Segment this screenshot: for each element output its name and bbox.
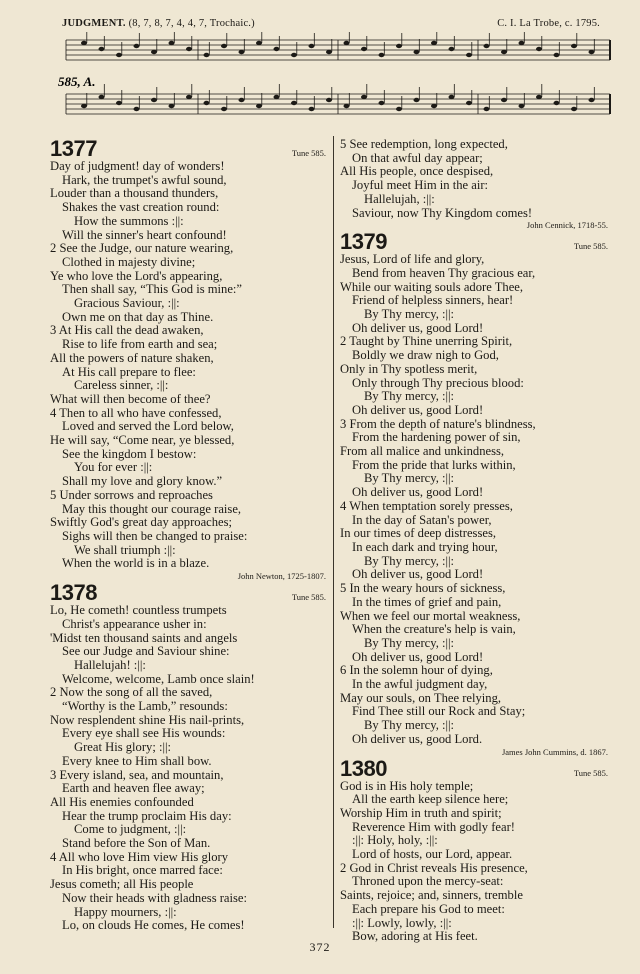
verse-line: Now resplendent shine His nail-prints,: [50, 712, 245, 727]
verse-line: “Worthy is the Lamb,” resounds:: [62, 699, 228, 714]
left-column: [50, 138, 330, 933]
tune-reference: Tune 585.: [573, 767, 608, 778]
hymn-heading: [340, 231, 612, 253]
verse-line: Hallelujah! :||:: [74, 657, 146, 672]
verse-line: 6 In the solemn hour of dying,: [340, 663, 493, 678]
right-column: [340, 138, 612, 944]
note-head: [466, 101, 472, 105]
verse-line: Careless sinner, :||:: [74, 378, 169, 393]
verse-line: Earth and heaven flee away;: [62, 781, 205, 796]
note-head: [256, 41, 262, 45]
treble-staff: [66, 40, 610, 60]
hymn-number: 1379: [340, 229, 387, 255]
verse-line: Lord of hosts, our Lord, appear.: [352, 847, 513, 862]
verse-line: Shakes the vast creation round:: [62, 200, 220, 215]
note-head: [239, 50, 245, 54]
verse-line: From the hardening power of sin,: [352, 430, 521, 445]
verse-line: All the powers of nature shaken,: [50, 350, 214, 365]
verse-line: Come to judgment, :||:: [74, 822, 187, 837]
hymn-number: 1380: [340, 755, 387, 781]
verse-line: Oh deliver us, good Lord!: [352, 320, 484, 335]
verse-line: Day of judgment! day of wonders!: [50, 159, 225, 173]
verse-line: Bow, adoring at His feet.: [352, 929, 478, 944]
note-head: [414, 98, 420, 102]
verse-line: Ye who love the Lord's appearing,: [50, 268, 223, 283]
verse-line: By Thy mercy, :||:: [364, 471, 455, 486]
verse-line: 3 Every island, sea, and mountain,: [50, 767, 224, 782]
verse-line: Will the sinner's heart confound!: [62, 227, 227, 242]
note-head: [116, 101, 122, 105]
verse-line: Great His glory; :||:: [74, 740, 172, 755]
note-head: [361, 95, 367, 99]
note-head: [449, 47, 455, 51]
note-head: [81, 41, 87, 45]
note-head: [431, 104, 437, 108]
verse-line: By Thy mercy, :||:: [364, 389, 455, 404]
verse-line: In the times of grief and pain,: [352, 594, 502, 609]
note-head: [221, 107, 227, 111]
verse-line: 2 God in Christ reveals His presence,: [340, 860, 528, 875]
note-head: [396, 44, 402, 48]
verse-line: 3 From the depth of nature's blindness,: [340, 416, 536, 431]
verse-line: We shall triumph :||:: [74, 542, 176, 557]
note-head: [169, 41, 175, 45]
note-head: [186, 47, 192, 51]
note-head: [536, 47, 542, 51]
note-head: [291, 53, 297, 57]
verse-line: Christ's appearance usher in:: [62, 616, 207, 631]
note-head: [396, 107, 402, 111]
hymn-number: 1378: [50, 580, 97, 606]
verse-line: Saviour, now Thy Kingdom comes!: [352, 205, 533, 220]
verse-line: Happy mourners, :||:: [74, 904, 177, 919]
note-head: [151, 98, 157, 102]
verse-line: Jesus, Lord of life and glory,: [340, 252, 485, 267]
verse-line: What will then become of thee?: [50, 391, 211, 406]
note-head: [554, 101, 560, 105]
note-head: [361, 47, 367, 51]
verse-line: Hark, the trumpet's awful sound,: [62, 172, 227, 187]
verse-line: 2 Now the song of all the saved,: [50, 685, 213, 700]
verse-line: 2 Taught by Thine unerring Spirit,: [340, 334, 513, 349]
tune-name: JUDGMENT.: [62, 18, 126, 29]
note-head: [519, 41, 525, 45]
verse-line: Find Thee still our Rock and Stay;: [352, 704, 526, 719]
note-head: [221, 44, 227, 48]
note-head: [449, 95, 455, 99]
note-head: [204, 53, 210, 57]
note-head: [589, 98, 595, 102]
verse-line: When the world is in a blaze.: [62, 556, 210, 571]
verse-line: 3 At His call the dead awaken,: [50, 323, 204, 338]
verse-line: On that awful day appear;: [352, 150, 483, 165]
verse-line: In the day of Satan's power,: [352, 512, 492, 527]
verse-line: Boldly we draw nigh to God,: [352, 348, 499, 363]
verse-line: By Thy mercy, :||:: [364, 635, 455, 650]
verse-line: In our times of deep distresses,: [340, 526, 496, 541]
note-head: [134, 107, 140, 111]
verse-line: May our souls, on Thee relying,: [340, 690, 502, 705]
verse-line: By Thy mercy, :||:: [364, 718, 455, 733]
hymn-heading: [50, 138, 330, 160]
note-head: [379, 101, 385, 105]
verse-line: In each dark and trying hour,: [352, 539, 498, 554]
verse-line: 5 See redemption, long expected,: [340, 137, 508, 151]
verse-line: May this thought our courage raise,: [62, 501, 242, 516]
verse-line: All the earth keep silence here;: [352, 792, 509, 807]
tune-number: 585, A.: [58, 74, 96, 89]
note-head: [536, 95, 542, 99]
tune-reference: Tune 585.: [573, 241, 608, 252]
verse-line: 4 All who love Him view His glory: [50, 849, 229, 864]
hymn-heading: [50, 582, 330, 604]
verse-line: You for ever :||:: [74, 460, 153, 475]
verse-line: At His call prepare to flee:: [62, 364, 196, 379]
verse-line: Throned upon the mercy-seat:: [352, 874, 504, 889]
verse-line: Then shall say, “This God is mine:”: [62, 282, 243, 297]
verse-line: Friend of helpless sinners, hear!: [352, 293, 514, 308]
tune-title: [62, 18, 255, 29]
tune-reference: Tune 585.: [291, 592, 326, 603]
note-head: [326, 98, 332, 102]
note-head: [519, 104, 525, 108]
verse-line: :||: Holy, holy, :||:: [352, 833, 438, 848]
verse-line: Swiftly God's great day approaches;: [50, 515, 233, 530]
note-head: [81, 104, 87, 108]
verse-line: All His enemies confounded: [50, 794, 194, 809]
verse-line: Oh deliver us, good Lord!: [352, 649, 484, 664]
verse-line: Bend from heaven Thy gracious ear,: [352, 265, 536, 280]
verse-line: Every knee to Him shall bow.: [62, 753, 212, 768]
note-head: [274, 47, 280, 51]
tune-reference: Tune 585.: [291, 148, 326, 158]
verse-line: While our waiting souls adore Thee,: [340, 279, 524, 294]
verse-line: God is in His holy temple;: [340, 778, 474, 793]
note-head: [501, 50, 507, 54]
verse-line: Shall my love and glory know.”: [62, 474, 223, 489]
verse-line: Louder than a thousand thunders,: [50, 186, 219, 201]
note-head: [256, 104, 262, 108]
verse-line: Oh deliver us, good Lord!: [352, 402, 484, 417]
verse-line: When the creature's help is vain,: [352, 622, 516, 637]
verse-line: 4 Then to all who have confessed,: [50, 405, 222, 420]
verse-line: 2 See the Judge, our nature wearing,: [50, 241, 234, 256]
verse-line: In His bright, once marred face:: [62, 863, 223, 878]
verse-line: Joyful meet Him in the air:: [352, 178, 489, 193]
note-head: [326, 50, 332, 54]
bass-staff: [66, 94, 610, 114]
hymn-number: 1377: [50, 136, 97, 161]
verse-line: By Thy mercy, :||:: [364, 307, 455, 322]
verse-line: Oh deliver us, good Lord!: [352, 485, 484, 500]
verse-line: Hallelujah, :||:: [364, 191, 435, 206]
note-head: [151, 50, 157, 54]
note-head: [274, 95, 280, 99]
column-divider: [333, 136, 334, 928]
note-head: [99, 47, 105, 51]
note-head: [484, 107, 490, 111]
verse-line: In the awful judgment day,: [352, 677, 488, 692]
note-head: [571, 107, 577, 111]
verse-line: See the kingdom I bestow:: [62, 446, 197, 461]
verse-line: Clothed in majesty divine;: [62, 254, 196, 269]
verse-line: Loved and served the Lord below,: [62, 419, 234, 434]
verse-line: Rise to life from earth and sea;: [62, 337, 218, 352]
note-head: [344, 104, 350, 108]
verse-line: Worship Him in truth and spirit;: [340, 805, 502, 820]
verse-line: See our Judge and Saviour shine:: [62, 644, 230, 659]
verse-line: 'Midst ten thousand saints and angels: [50, 630, 238, 645]
hymn-attribution: John Newton, 1725-1807.: [237, 571, 326, 582]
music-score: [58, 32, 614, 136]
note-head: [501, 98, 507, 102]
note-head: [484, 44, 490, 48]
hymn-heading: [340, 755, 612, 781]
note-head: [466, 53, 472, 57]
verse-line: 5 In the weary hours of sickness,: [340, 581, 506, 596]
verse-line: Own me on that day as Thine.: [62, 309, 214, 324]
note-head: [134, 44, 140, 48]
note-head: [571, 44, 577, 48]
verse-line: Welcome, welcome, Lamb once slain!: [62, 671, 255, 686]
note-head: [414, 50, 420, 54]
verse-line: Only in Thy spotless merit,: [340, 361, 478, 376]
note-head: [204, 101, 210, 105]
verse-line: Sighs will then be changed to praise:: [62, 528, 248, 543]
verse-line: 5 Under sorrows and reproaches: [50, 487, 213, 502]
verse-line: When we feel our mortal weakness,: [340, 608, 521, 623]
page-number: 372: [309, 940, 331, 954]
note-head: [589, 50, 595, 54]
verse-line: Now their heads with gladness raise:: [62, 890, 248, 905]
verse-line: Lo, He cometh! countless trumpets: [50, 603, 227, 618]
note-head: [99, 95, 105, 99]
verse-line: Reverence Him with godly fear!: [352, 819, 515, 834]
verse-line: Each prepare his God to meet:: [352, 901, 505, 916]
note-head: [431, 41, 437, 45]
verse-line: Gracious Saviour, :||:: [74, 296, 180, 311]
verse-line: He will say, “Come near, ye blessed,: [50, 433, 235, 448]
note-head: [239, 98, 245, 102]
hymn-attribution: James John Cummins, d. 1867.: [501, 746, 608, 757]
note-head: [309, 44, 315, 48]
note-head: [379, 53, 385, 57]
verse-line: Stand before the Son of Man.: [62, 836, 211, 851]
tune-composer: C. I. La Trobe, c. 1795.: [497, 18, 600, 29]
verse-line: Only through Thy precious blood:: [352, 375, 524, 390]
note-head: [169, 104, 175, 108]
note-head: [344, 41, 350, 45]
verse-line: How the summons :||:: [74, 213, 184, 228]
verse-line: Hear the trump proclaim His day:: [62, 808, 232, 823]
note-head: [309, 107, 315, 111]
verse-line: Every eye shall see His wounds:: [62, 726, 226, 741]
hymn-attribution: John Cennick, 1718-55.: [526, 220, 608, 231]
tune-meter: (8, 7, 8, 7, 4, 4, 7, Trochaic.): [128, 18, 255, 29]
verse-line: Lo, on clouds He comes, He comes!: [62, 918, 245, 933]
verse-line: Oh deliver us, good Lord!: [352, 567, 484, 582]
note-head: [116, 53, 122, 57]
verse-line: :||: Lowly, lowly, :||:: [352, 915, 452, 930]
note-head: [186, 95, 192, 99]
verse-line: 4 When temptation sorely presses,: [340, 498, 513, 513]
note-head: [554, 53, 560, 57]
tune-header: [62, 18, 600, 29]
verse-line: Jesus cometh; all His people: [50, 877, 194, 892]
verse-line: Saints, rejoice; and, sinners, tremble: [340, 888, 523, 903]
verse-line: From all malice and unkindness,: [340, 444, 505, 459]
verse-line: Oh deliver us, good Lord.: [352, 731, 483, 746]
note-head: [291, 101, 297, 105]
verse-line: All His people, once despised,: [340, 164, 494, 179]
verse-line: By Thy mercy, :||:: [364, 553, 455, 568]
verse-line: From the pride that lurks within,: [352, 457, 516, 472]
